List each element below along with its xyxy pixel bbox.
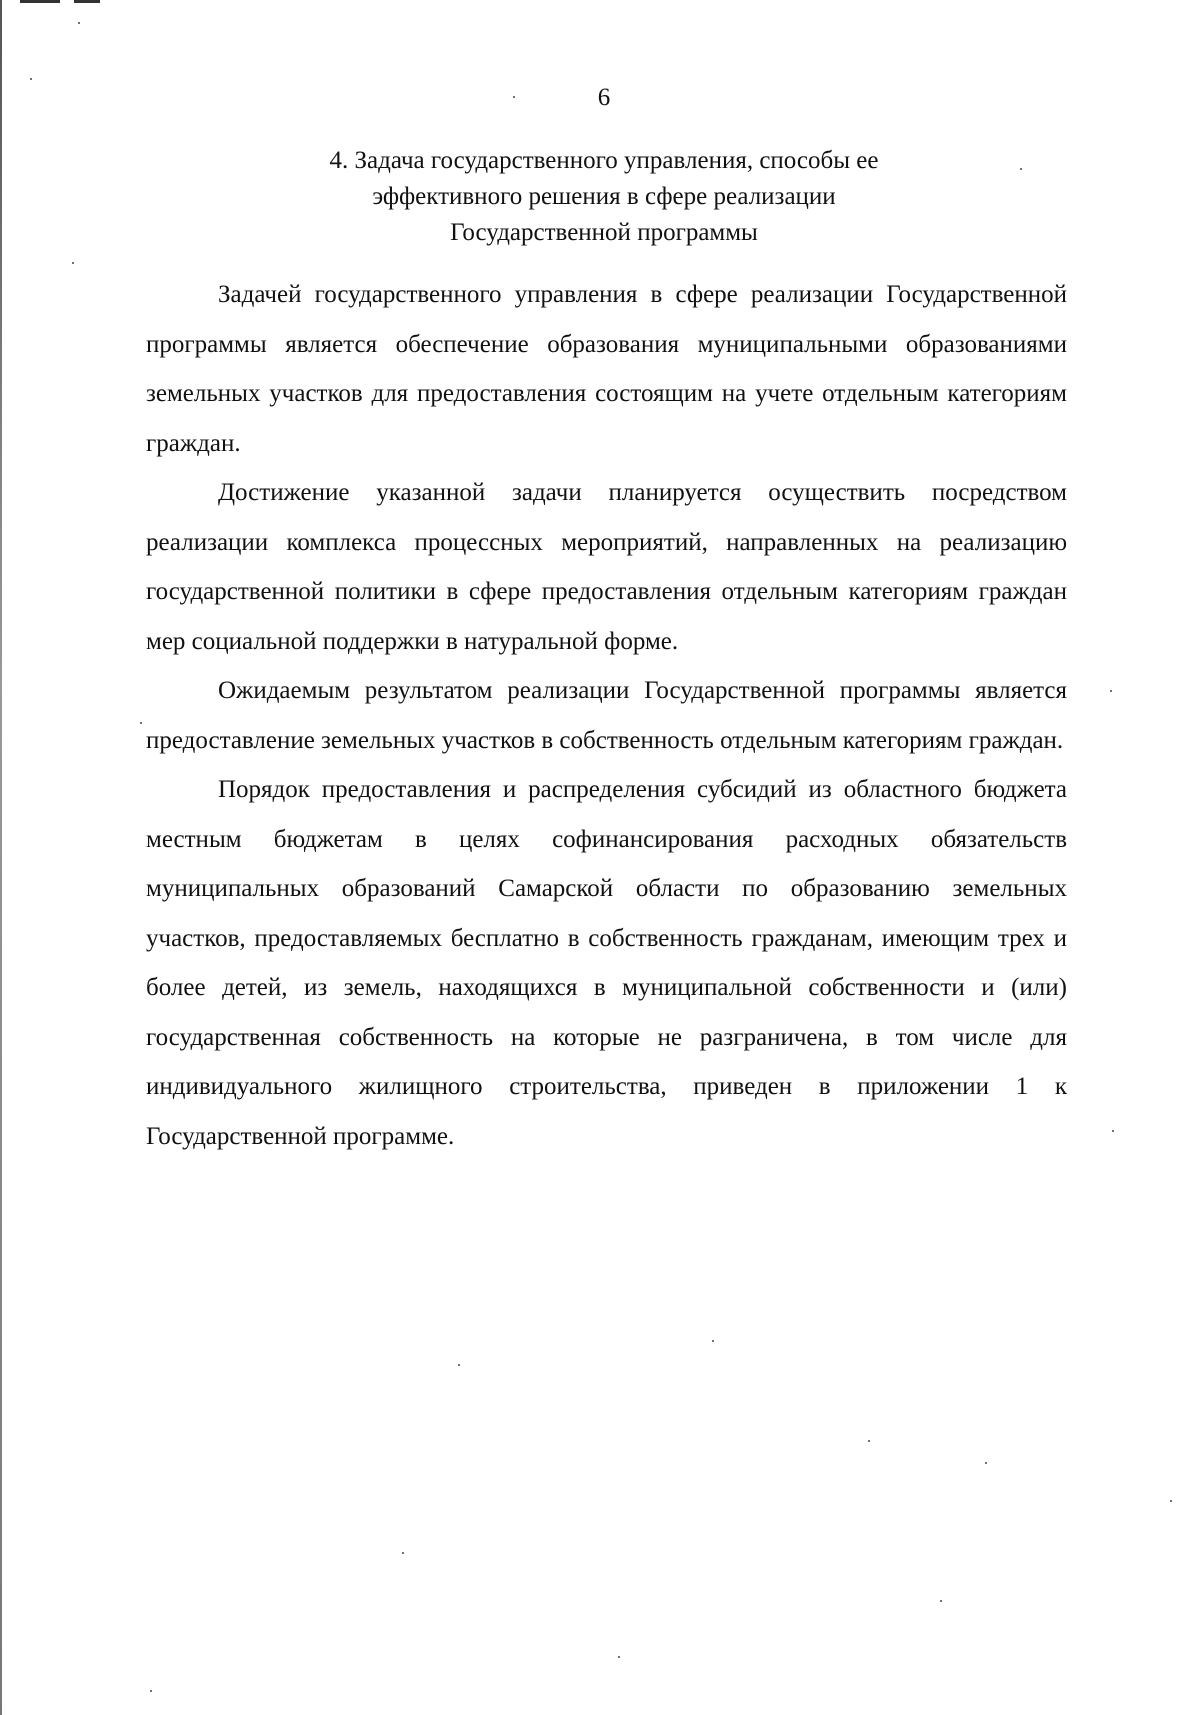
scan-mark (74, 0, 100, 3)
paragraph: Порядок предоставления и распределения субсидий из областного бюджета местным бюджетам в целях софинансирования расходных обязательств муниципальных образований Самарской области по образованию земельных участков, предоставляемых бесплатно в собственность гражданам, имеющим трех и более детей, из земель, находящихся в муниципальной собственности и (или) государственная собственность на которые не разграничена, в том числе для индивидуального жилищного строительства, приведен в приложении 1 к Государственной программе. (146, 776, 1067, 1150)
scan-speck (712, 1340, 714, 1342)
heading-line: 4. Задача государственного управления, способы ее (329, 147, 879, 174)
scan-speck (618, 1656, 620, 1658)
scan-speck (1112, 1130, 1114, 1132)
scan-speck (72, 262, 74, 264)
heading-line: эффективного решения в сфере реализации (372, 183, 836, 210)
scan-speck (458, 1364, 460, 1366)
paragraph: Задачей государственного управления в сфере реализации Государственной программы является обеспечение образования муниципальными образованиями земельных участков для предоставления состоящим на учете отдельным категориям граждан. (146, 281, 1067, 457)
scan-speck (402, 1552, 404, 1554)
scan-speck (140, 722, 142, 724)
scan-speck (513, 96, 515, 98)
scan-speck (78, 22, 80, 24)
scan-speck (1170, 1500, 1172, 1502)
scan-speck (940, 1600, 942, 1602)
paragraph: Ожидаемым результатом реализации Государственной программы является предоставление земельных участков в собственность отдельным категориям граждан. (146, 677, 1067, 754)
scan-edge (0, 0, 2, 1715)
body-text (146, 270, 1067, 1161)
section-heading (0, 143, 1200, 251)
scan-mark (20, 0, 60, 3)
heading-line: Государственной программы (450, 219, 758, 246)
page-number: 6 (597, 84, 611, 111)
scan-speck (150, 1690, 152, 1692)
paragraph: Достижение указанной задачи планируется осуществить посредством реализации комплекса процессных мероприятий, направленных на реализацию государственной политики в сфере предоставления отдельным категориям граждан мер социальной поддержки в натуральной форме. (146, 479, 1067, 655)
scan-speck (1110, 690, 1112, 692)
scan-speck (868, 1440, 870, 1442)
scan-speck (1020, 168, 1022, 170)
scan-speck (985, 1462, 987, 1464)
scan-speck (30, 78, 32, 80)
